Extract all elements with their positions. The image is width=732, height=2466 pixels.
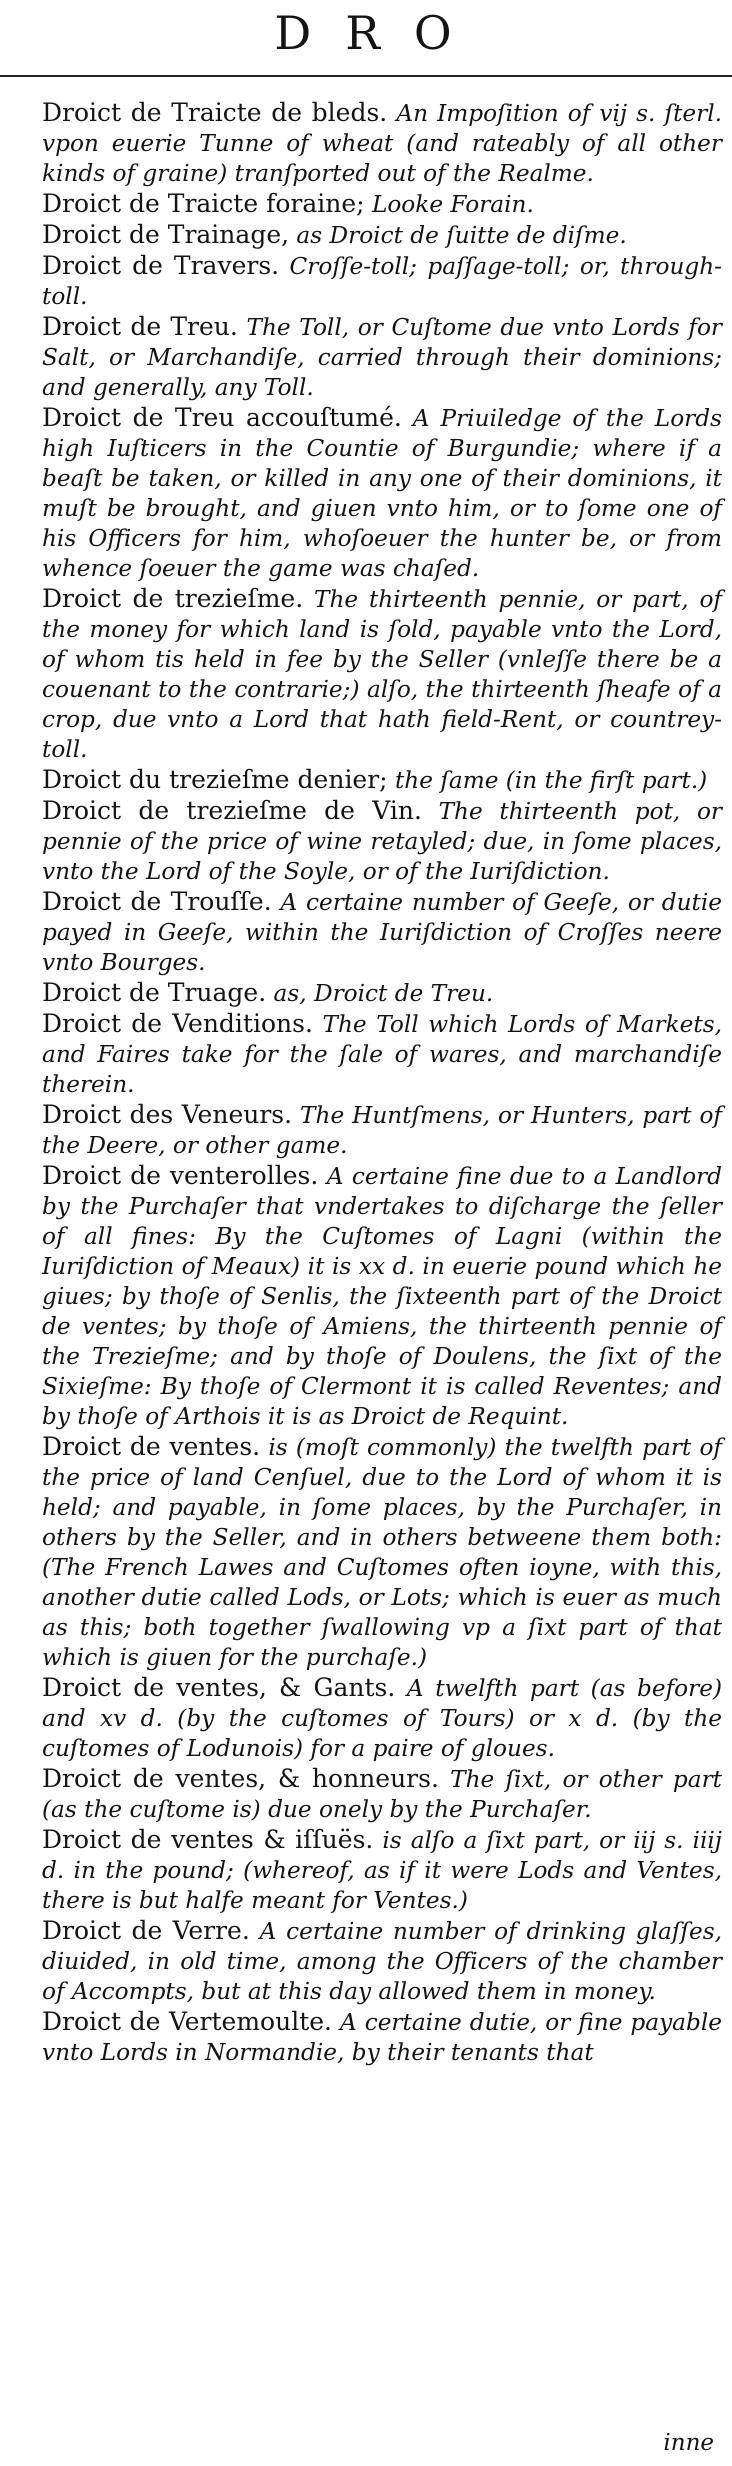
entry-definition: is (moſt commonly) the twelfth part of the price of land Cenſuel, due to the Lord of whom it is held; and payable, in ſome places, by the Purchaſer, in others by the Seller, and in others betweene them both: (The French Lawes and Cuſtomes often ioyne, with this, another dutie called Lods, or Lots; which is euer as much as this; both together ſwallowing vp a ſixt part of that which is giuen for the purchaſe.) xyxy=(42,1434,722,1671)
entry-headword: Droict de Verre. xyxy=(42,1916,250,1945)
entry-definition: A certaine dutie, or fine payable vnto Lords in Normandie, by their tenants that xyxy=(42,2009,722,2066)
entry-headword: Droict de ventes, & honneurs. xyxy=(42,1764,439,1793)
dictionary-entry xyxy=(42,1100,722,1161)
entry-headword: Droict du trezieſme denier; xyxy=(42,765,388,794)
entry-headword: Droict de ventes, & Gants. xyxy=(42,1673,396,1702)
entry-headword: Droict de Trainage, xyxy=(42,220,290,249)
dictionary-entry xyxy=(42,403,722,584)
dictionary-entry xyxy=(42,1432,722,1673)
dictionary-entry xyxy=(42,887,722,978)
entry-headword: Droict de ventes & iſſuës. xyxy=(42,1825,374,1854)
dictionary-entry xyxy=(42,1825,722,1916)
dictionary-entry xyxy=(42,1916,722,2007)
entry-headword: Droict de venterolles. xyxy=(42,1161,319,1190)
entry-definition: The ſixt, or other part (as the cuſtome is) due onely by the Purchaſer. xyxy=(42,1766,723,1823)
entry-headword: Droict de Treu. xyxy=(42,312,238,341)
dictionary-entry xyxy=(42,796,722,887)
dictionary-entry xyxy=(42,312,722,403)
dictionary-entry xyxy=(42,251,722,312)
entry-headword: Droict de trezieſme. xyxy=(42,584,304,613)
entry-definition: A Priuiledge of the Lords high Iuſticers in the Countie of Burgundie; where if a beaſt be taken, or killed in any one of their dominions, it muſt be brought, and giuen vnto him, or to ſome one of his Officers for him, whoſoeuer the hunter be, or from whence ſoeuer the game was chaſed. xyxy=(42,405,722,582)
entry-definition: A twelfth part (as before) and xv d. (by the cuſtomes of Tours) or x d. (by the cuſtomes of Lodunois) for a paire of gloues. xyxy=(42,1675,722,1762)
dictionary-entry xyxy=(42,584,722,765)
dictionary-entry xyxy=(42,1673,722,1764)
dictionary-entry xyxy=(42,1764,722,1825)
entry-headword: Droict de Traicte de bleds. xyxy=(42,98,388,127)
entry-definition: is alſo a ſixt part, or iij s. iiij d. in the pound; (whereof, as if it were Lods and Ventes, there is but halfe meant for Ventes.) xyxy=(42,1827,722,1914)
entry-headword: Droict de Traicte foraine; xyxy=(42,189,365,218)
dictionary-entry xyxy=(42,2007,722,2068)
entry-definition: A certaine number of drinking glaſſes, diuided, in old time, among the Officers of the chamber of Accompts, but at this day allowed them in money. xyxy=(42,1918,722,2005)
header-rule xyxy=(0,75,732,77)
entry-headword: Droict de Trouſſe. xyxy=(42,887,272,916)
entry-headword: Droict de Venditions. xyxy=(42,1009,313,1038)
entry-list xyxy=(42,98,722,2068)
dictionary-entry xyxy=(42,220,722,251)
running-head: DRO xyxy=(274,6,486,60)
entry-definition: The thirteenth pennie, or part, of the money for which land is ſold, payable vnto the Lord, of whom tis held in fee by the Seller (vnleſſe there be a couenant to the contrarie;) alſo, the thirteenth ſheafe of a crop, due vnto a Lord that hath field-Rent, or countrey-toll. xyxy=(42,586,722,763)
entry-headword: Droict des Veneurs. xyxy=(42,1100,293,1129)
entry-definition: The Huntſmens, or Hunters, part of the Deere, or other game. xyxy=(42,1102,723,1159)
entry-definition: The Toll, or Cuſtome due vnto Lords for Salt, or Marchandiſe, carried through their dominions; and generally, any Toll. xyxy=(42,314,723,401)
entry-definition: Looke Forain. xyxy=(364,191,534,218)
dictionary-entry xyxy=(42,189,722,220)
entry-definition: An Impoſition of vij s. ſterl. vpon euerie Tunne of wheat (and rateably of all other kinds of graine) tranſported out of the Realme. xyxy=(42,100,722,187)
entry-definition: the ſame (in the firſt part.) xyxy=(387,767,708,794)
entry-definition: A certaine fine due to a Landlord by the Purchaſer that vndertakes to diſcharge the ſeller of all fines: By the Cuſtomes of Lagni (within the Iuriſdiction of Meaux) it is xx d. in euerie pound which he giues; by thoſe of Senlis, the ſixteenth part of the Droict de ventes; by thoſe of Amiens, the thirteenth pennie of the Trezieſme; and by thoſe of Doulens, the ſixt of the Sixieſme: By thoſe of Clermont it is called Reventes; and by thoſe of Arthois it is as Droict de Requint. xyxy=(42,1163,722,1430)
catchword: inne xyxy=(663,2430,714,2456)
dictionary-entry xyxy=(42,98,722,189)
entry-headword: Droict de Travers. xyxy=(42,251,280,280)
entry-headword: Droict de Truage. xyxy=(42,978,267,1007)
dictionary-entry xyxy=(42,1161,722,1432)
entry-definition: as, Droict de Treu. xyxy=(266,980,494,1007)
dictionary-entry xyxy=(42,978,722,1009)
entry-headword: Droict de Vertemoulte. xyxy=(42,2007,332,2036)
entry-headword: Droict de Treu accouſtumé. xyxy=(42,403,402,432)
entry-definition: The thirteenth pot, or pennie of the price of wine retayled; due, in ſome places, vnto the Lord of the Soyle, or of the Iuriſdiction. xyxy=(42,798,723,885)
dictionary-entry xyxy=(42,1009,722,1100)
dictionary-entry xyxy=(42,765,722,796)
entry-headword: Droict de trezieſme de Vin. xyxy=(42,796,422,825)
entry-headword: Droict de ventes. xyxy=(42,1432,261,1461)
entry-definition: as Droict de ſuitte de diſme. xyxy=(289,222,627,249)
entry-definition: The Toll which Lords of Markets, and Faires take for the ſale of wares, and marchandiſe therein. xyxy=(42,1011,722,1098)
entry-definition: A certaine number of Geeſe, or dutie payed in Geeſe, within the Iuriſdiction of Croſſes neere vnto Bourges. xyxy=(42,889,722,976)
entry-definition: Croſſe-toll; paſſage-toll; or, through-toll. xyxy=(42,253,722,310)
